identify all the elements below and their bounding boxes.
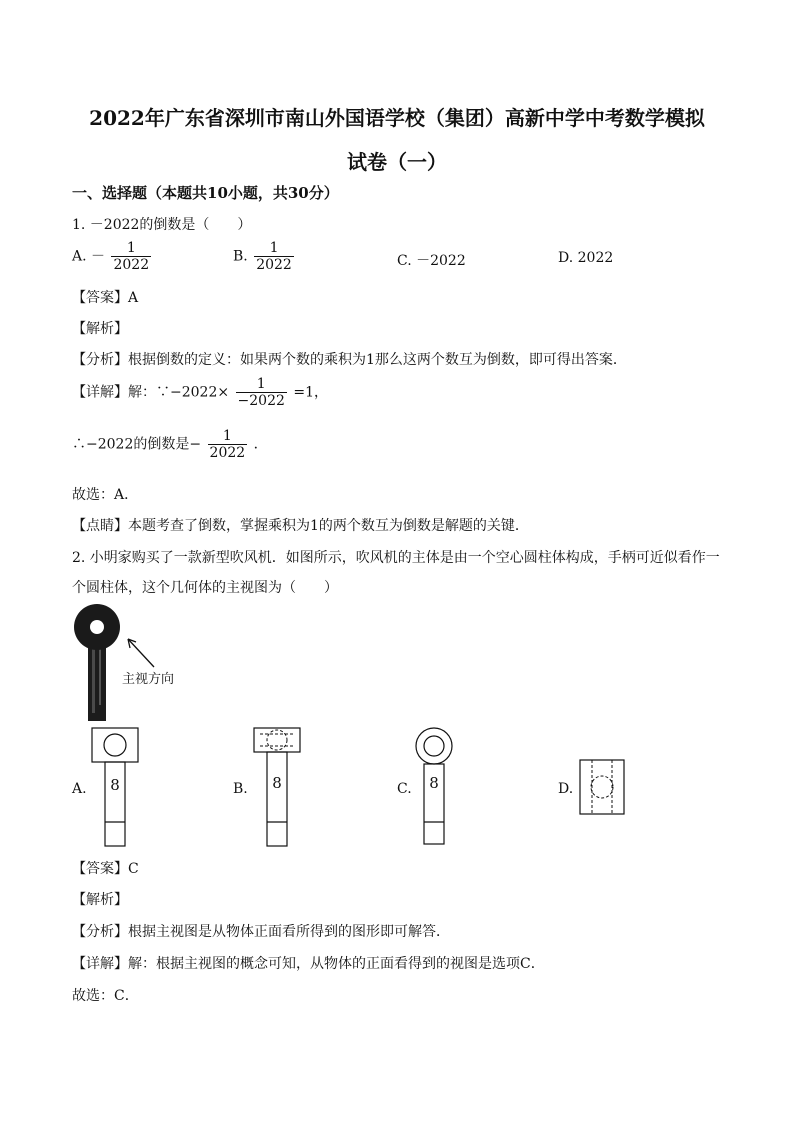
q2-fenxi <box>72 921 450 941</box>
q1-xiangjie-denominator: −2022 <box>237 393 285 410</box>
q1-xiangjie-post: =1， <box>293 384 328 401</box>
hair-dryer-photo <box>70 603 270 723</box>
q1-fenxi-tag: 【分析】 <box>72 352 128 368</box>
q2-option-b-label: B. <box>233 781 248 797</box>
q1-conclusion-denominator: 2022 <box>209 445 246 462</box>
q1-conclusion-post: ． <box>253 436 268 453</box>
q1-conclusion <box>72 428 268 461</box>
q2-option-b-figure <box>252 726 312 850</box>
q1-answer-value: A <box>128 290 139 306</box>
q2-fenxi-tag: 【分析】 <box>72 924 128 940</box>
q1-option-b-denominator: 2022 <box>256 257 292 274</box>
q1-option-a-label: A. － <box>72 248 106 265</box>
q1-answer <box>72 287 138 307</box>
q1-option-d: D. 2022 <box>558 250 614 266</box>
q1-option-a-fraction <box>111 240 151 273</box>
q2-option-d-label: D. <box>558 781 574 797</box>
section-heading: 一、选择题（本题共10小题，共30分） <box>72 184 339 202</box>
q1-xiangjie <box>72 376 328 409</box>
q1-xiangjie-pre: 解：∵−2022× <box>128 384 230 401</box>
title-line-2: 试卷（一） <box>347 150 447 174</box>
q2-answer-tag: 【答案】 <box>72 861 128 877</box>
q1-option-b-fraction <box>254 240 294 273</box>
q1-option-b-numerator: 1 <box>269 240 279 256</box>
q1-option-a-numerator: 1 <box>126 240 136 256</box>
q1-conclusion-fraction <box>208 428 248 461</box>
q1-answer-tag: 【答案】 <box>72 290 128 306</box>
q2-option-a-label: A. <box>72 781 87 797</box>
q2-option-d-figure <box>578 758 628 818</box>
q2-option-a-figure <box>90 726 150 850</box>
q1-fenxi-text: 根据倒数的定义：如果两个数的乘积为1那么这两个数互为倒数，即可得出答案． <box>128 352 627 368</box>
q1-option-a-denominator: 2022 <box>113 257 150 274</box>
q1-xiangjie-numerator: 1 <box>256 376 266 392</box>
q2-jiexi: 【解析】 <box>72 892 128 908</box>
q2-option-c-figure <box>412 726 462 850</box>
q2-option-c-label: C. <box>397 781 412 797</box>
q2-xiangjie <box>72 953 545 973</box>
dryer-hole <box>90 620 104 634</box>
q2-option-a-handle-mark: 8 <box>110 776 120 794</box>
q2-xiangjie-text: 解：根据主视图的概念可知，从物体的正面看得到的视图是选项C． <box>128 956 545 972</box>
q1-fenxi <box>72 349 627 369</box>
q1-option-c: C. －2022 <box>397 253 466 269</box>
q1-option-b-label: B. <box>233 248 248 265</box>
q2-answer <box>72 858 139 878</box>
q2-stem-line-2: 个圆柱体，这个几何体的主视图为（ ） <box>72 580 338 596</box>
q2-guxuan: 故选：C． <box>72 988 139 1004</box>
q2-fenxi-text: 根据主视图是从物体正面看所得到的图形即可解答． <box>128 924 450 940</box>
q1-conclusion-numerator: 1 <box>222 428 232 444</box>
view-direction-label: 主视方向 <box>122 672 175 687</box>
q2-option-b-handle-mark: 8 <box>272 774 282 792</box>
q1-conclusion-pre: ∴−2022的倒数是− <box>72 436 202 453</box>
q1-dianjing <box>72 515 529 535</box>
q2-option-c-handle-mark: 8 <box>429 774 439 792</box>
q1-jiexi: 【解析】 <box>72 321 128 337</box>
title-line-1: 2022年广东省深圳市南山外国语学校（集团）高新中学中考数学模拟 <box>89 106 705 130</box>
q1-xiangjie-tag: 【详解】 <box>72 384 128 401</box>
q1-dianjing-text: 本题考查了倒数，掌握乘积为1的两个数互为倒数是解题的关键． <box>128 518 529 534</box>
q2-answer-value: C <box>128 861 139 877</box>
q1-dianjing-tag: 【点睛】 <box>72 518 128 534</box>
q2-xiangjie-tag: 【详解】 <box>72 956 128 972</box>
view-direction-arrow <box>128 639 154 667</box>
q1-option-b <box>233 240 296 273</box>
q1-option-a <box>72 240 153 273</box>
q1-xiangjie-fraction <box>236 376 287 409</box>
q1-stem: 1. －2022的倒数是（ ） <box>72 217 252 233</box>
q2-stem-line-1: 2. 小明家购买了一款新型吹风机．如图所示，吹风机的主体是由一个空心圆柱体构成，手柄可近似看作一 <box>72 550 720 566</box>
q1-guxuan: 故选：A． <box>72 487 139 503</box>
